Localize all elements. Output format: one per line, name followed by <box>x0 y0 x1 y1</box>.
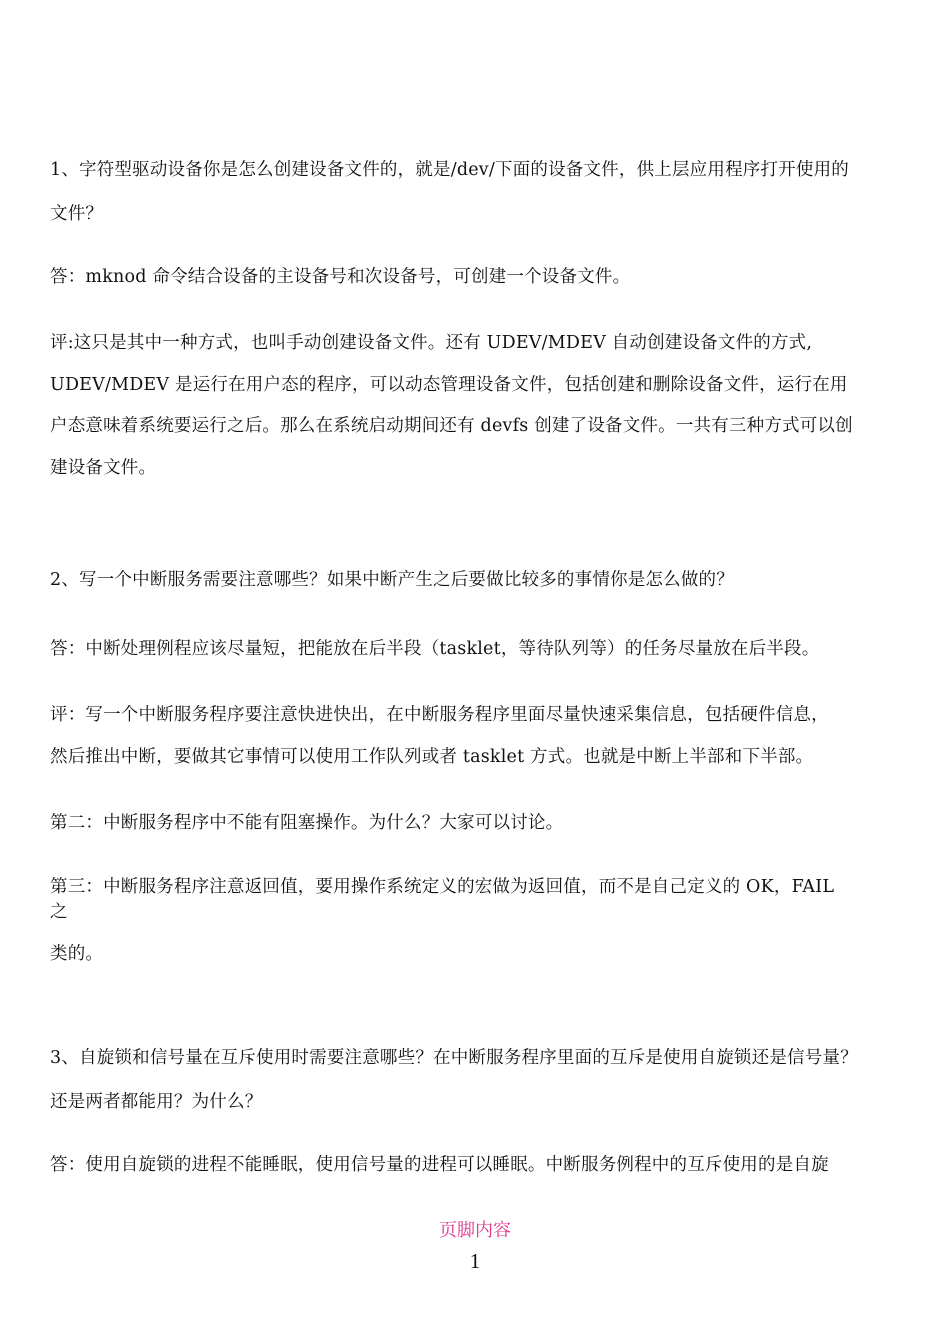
c1-line-2: UDEV/MDEV 是运行在用户态的程序，可以动态管理设备文件，包括创建和删除设备文件，运行在用 <box>50 375 848 395</box>
c2-point-3-line-3: 类的。 <box>50 944 104 964</box>
a1-line-1: 答：mknod 命令结合设备的主设备号和次设备号，可创建一个设备文件。 <box>50 267 631 287</box>
c1-line-4: 建设备文件。 <box>50 458 157 478</box>
a3-line-1: 答：使用自旋锁的进程不能睡眠，使用信号量的进程可以睡眠。中断服务例程中的互斥使用的是自旋 <box>50 1155 829 1175</box>
q3-line-2: 还是两者都能用？为什么？ <box>50 1092 263 1112</box>
q1-line-2: 文件？ <box>50 204 104 224</box>
c2-point-3-line-1: 第三：中断服务程序注意返回值，要用操作系统定义的宏做为返回值，而不是自己定义的 OK，FAIL <box>50 877 835 897</box>
q2-line-1: 2、写一个中断服务需要注意哪些？如果中断产生之后要做比较多的事情你是怎么做的？ <box>50 570 734 590</box>
a2-line-1: 答：中断处理例程应该尽量短，把能放在后半段（tasklet，等待队列等）的任务尽量放在后半段。 <box>50 639 820 659</box>
c2-line-2: 然后推出中断，要做其它事情可以使用工作队列或者 tasklet 方式。也就是中断上半部和下半部。 <box>50 747 814 767</box>
c1-line-1: 评:这只是其中一种方式，也叫手动创建设备文件。还有 UDEV/MDEV 自动创建设备文件的方式, <box>50 333 813 353</box>
c2-line-1: 评：写一个中断服务程序要注意快进快出，在中断服务程序里面尽量快速采集信息，包括硬件信息， <box>50 705 829 725</box>
footer-label: 页脚内容 <box>439 1220 511 1241</box>
q1-line-1: 1、字符型驱动设备你是怎么创建设备文件的，就是/dev/下面的设备文件，供上层应用程序打开使用的 <box>50 160 849 180</box>
page-number: 1 <box>469 1249 481 1273</box>
c2-point-3-line-2: 之 <box>50 902 68 922</box>
q3-line-1: 3、自旋锁和信号量在互斥使用时需要注意哪些？在中断服务程序里面的互斥是使用自旋锁还是信号量？ <box>50 1048 858 1068</box>
c1-line-3: 户态意味着系统要运行之后。那么在系统启动期间还有 devfs 创建了设备文件。一共有三种方式可以创 <box>50 416 853 436</box>
c2-point-2: 第二：中断服务程序中不能有阻塞操作。为什么？大家可以讨论。 <box>50 813 564 833</box>
